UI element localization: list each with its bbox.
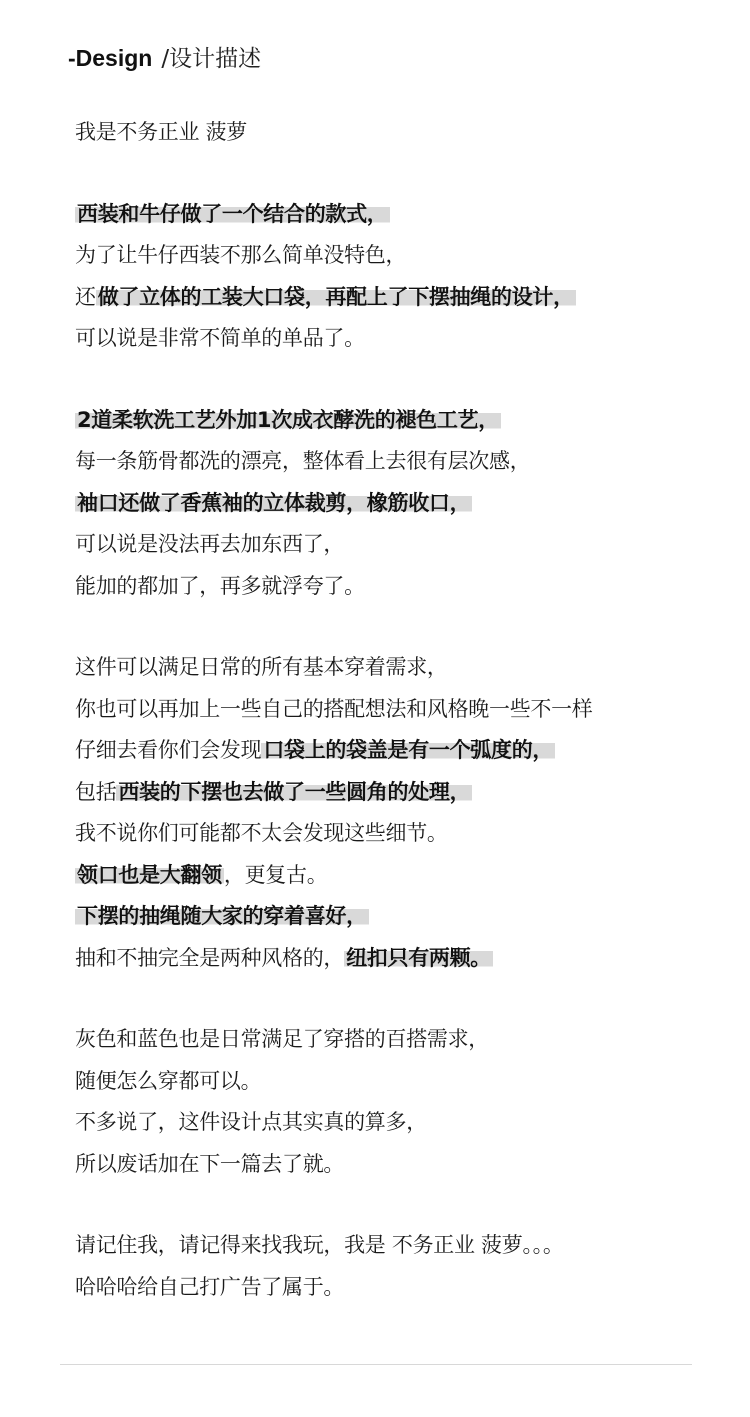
paragraph: [75, 112, 735, 154]
highlighted-text: 纽扣只有两颗。: [346, 945, 492, 970]
text-line: [75, 813, 735, 855]
title-english: -Design: [68, 45, 153, 71]
text-line: [75, 647, 735, 689]
body-text: 可以说是没法再去加东西了，: [75, 532, 345, 556]
body-text: 为了让牛仔西装不那么简单没特色，: [75, 243, 407, 267]
text-line: [75, 483, 735, 525]
text-line: [75, 400, 735, 442]
paragraph: [75, 400, 735, 608]
paragraph: [75, 1019, 735, 1185]
text-line: [75, 938, 735, 980]
description-text: [75, 112, 735, 1348]
body-text: 每一条筋骨都洗的漂亮，整体看上去很有层次感，: [75, 449, 531, 473]
highlighted-text: 西装的下摆也去做了一些圆角的处理，: [118, 779, 471, 804]
text-line: [75, 194, 735, 236]
body-text: 仔细去看你们会发现: [75, 738, 262, 762]
highlighted-text: 做了立体的工装大口袋，再配上了下摆抽绳的设计，: [97, 284, 574, 309]
text-line: [75, 1019, 735, 1061]
body-text: 哈哈哈给自己打广告了属于。: [75, 1274, 345, 1299]
title-chinese: /设计描述: [161, 46, 262, 72]
text-line: [75, 689, 735, 731]
body-text: 这件可以满足日常的所有基本穿着需求，: [75, 655, 448, 679]
highlighted-text: 下摆的抽绳随大家的穿着喜好，: [77, 904, 367, 928]
text-line: [75, 896, 735, 938]
text-line: [75, 277, 735, 319]
body-text: 可以说是非常不简单的单品了。: [75, 326, 365, 350]
body-text: 我是不务正业 菠萝: [75, 120, 247, 144]
text-line: [75, 235, 735, 277]
text-line: [75, 1061, 735, 1103]
text-line: [75, 855, 735, 897]
body-text: ，更复古。: [223, 862, 328, 887]
section-title: [68, 40, 261, 76]
text-line: [75, 1102, 735, 1144]
body-text: 你也可以再加上一些自己的搭配想法和风格晚一些不一样: [75, 696, 593, 721]
body-text: 灰色和蓝色也是日常满足了穿搭的百搭需求，: [75, 1027, 489, 1051]
text-line: [75, 524, 735, 566]
text-line: [75, 1267, 735, 1309]
paragraph: [75, 647, 735, 979]
text-line: [75, 730, 735, 772]
text-line: [75, 318, 735, 360]
body-text: 不多说了，这件设计点其实真的算多，: [75, 1110, 427, 1134]
bottom-divider: [60, 1364, 692, 1365]
text-line: [75, 441, 735, 483]
highlighted-text: 2道柔软洗工艺外加1次成衣酵洗的褪色工艺，: [77, 407, 499, 432]
body-text: 抽和不抽完全是两种风格的，: [75, 945, 345, 970]
text-line: [75, 112, 735, 154]
text-line: [75, 566, 735, 608]
body-text: 随便怎么穿都可以。: [75, 1068, 262, 1093]
body-text: 请记住我，请记得来找我玩，我是 不务正业 菠萝。。。: [75, 1233, 564, 1257]
body-text: 所以废话加在下一篇去了就。: [75, 1151, 345, 1176]
paragraph: [75, 194, 735, 360]
text-line: [75, 1225, 735, 1267]
paragraph: [75, 1225, 735, 1308]
highlighted-text: 领口也是大翻领: [77, 862, 222, 887]
body-text: 还: [75, 284, 96, 309]
highlighted-text: 袖口还做了香蕉袖的立体裁剪，橡筋收口，: [77, 490, 471, 515]
body-text: 我不说你们可能都不太会发现这些细节。: [75, 821, 448, 845]
body-text: 能加的都加了，再多就浮夸了。: [75, 573, 365, 598]
highlighted-text: 西装和牛仔做了一个结合的款式，: [77, 201, 388, 226]
body-text: 包括: [75, 779, 117, 804]
highlighted-text: 口袋上的袋盖是有一个弧度的，: [263, 738, 554, 762]
text-line: [75, 1144, 735, 1186]
text-line: [75, 772, 735, 814]
